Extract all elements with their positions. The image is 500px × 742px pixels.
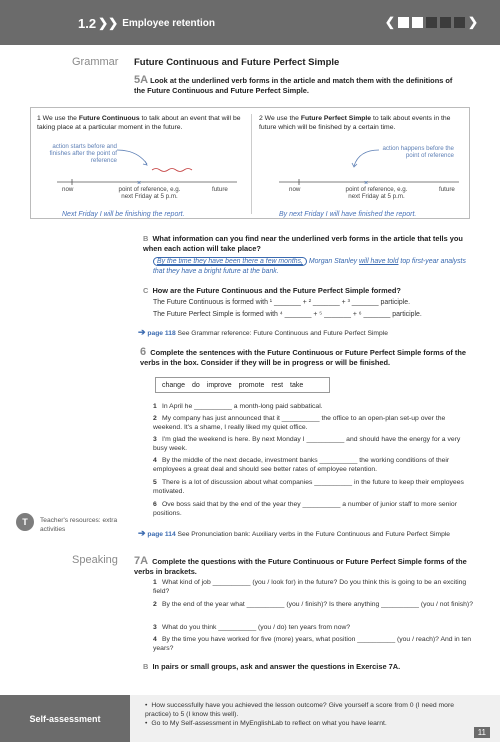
nav-square-2[interactable] <box>412 17 423 28</box>
exercise-5a <box>134 75 464 96</box>
fp-timeline-diagram <box>259 144 464 189</box>
self-assessment-footer <box>0 695 500 742</box>
exercise-6-item: 1 In April he __________ a month-long paid sabbatical. <box>153 403 323 410</box>
exercise-5a-number: 5A <box>134 74 149 86</box>
fp-definition: 2 We use the Future Perfect Simple to talk about events in the future which will be finished by a certain time. <box>259 115 451 131</box>
exercise-5c-line-2: The Future Perfect Simple is formed with ⁴ _______ + ⁵ _______ + ⁶ _______ participle. <box>153 311 422 318</box>
word: take <box>290 381 304 389</box>
word: change <box>162 381 185 389</box>
chevron-right-icon[interactable]: ❯ <box>467 15 478 29</box>
unit-title: Employee retention <box>122 17 215 29</box>
future-continuous-column <box>37 114 242 218</box>
word: do <box>191 381 200 389</box>
word: promote <box>238 381 265 389</box>
pronunciation-reference-link[interactable]: ➔ page 114 See Pronunciation bank: Auxiliary verbs in the Future Continuous and Future Perfect Simple <box>138 528 451 538</box>
fc-definition: 1 We use the Future Continuous to talk about an event that will be taking place at a particular moment in the future. <box>37 115 241 131</box>
nav-square-3[interactable] <box>426 17 437 28</box>
fc-reference-label: point of reference, e.g. next Friday at 5 p.m. <box>118 186 181 200</box>
fc-now-label: now <box>62 186 74 193</box>
teacher-resources-note: Teacher's resources: extra activities <box>40 517 118 533</box>
grammar-definition-box <box>30 107 470 219</box>
word: rest <box>271 381 284 389</box>
double-chevron-icon: ❯❯ <box>98 16 119 30</box>
svg-text:×: × <box>364 180 369 187</box>
self-assessment-item: • How successfully have you achieved the lesson outcome? Give yourself a score from 0 (I need more practice) to 5 (I know this well). <box>145 701 475 719</box>
fp-reference-label: point of reference, e.g. next Friday at 5 p.m. <box>345 186 408 200</box>
exercise-6-item: 6 Ove boss said that by the end of the year they __________ a number of junior staff to more senior positions. <box>153 501 457 518</box>
fp-example: By next Friday I will have finished the report. <box>279 211 417 218</box>
exercise-7a-item: 4 By the time you have worked for five (more) years, what position __________ (you / reach)? And in ten years? <box>153 636 472 653</box>
exercise-6-item: 4 By the middle of the next decade, investment banks __________ the working conditions of their employees a great deal and should see better rates of employee retention. <box>153 457 450 474</box>
exercise-7b: B In pairs or small groups, ask and answer the questions in Exercise 7A. <box>143 662 401 671</box>
word-box <box>155 377 330 393</box>
arrow-right-icon: ➔ <box>138 327 146 337</box>
exercise-6-item: 3 I'm glad the weekend is here. By next Monday I __________ and should have the energy for a very busy week. <box>153 436 461 453</box>
exercise-5a-instruction: Look at the underlined verb forms in the article and match them with the definitions of the Future Continuous and Future Perfect Simple. <box>134 76 453 95</box>
future-perfect-column <box>259 114 464 218</box>
nav-square-1[interactable] <box>398 17 409 28</box>
self-assessment-list <box>145 701 475 728</box>
self-assessment-label: Self-assessment <box>0 695 130 742</box>
exercise-5c: C How are the Future Continuous and the Future Perfect Simple formed? <box>143 286 401 295</box>
grammar-reference-link[interactable]: ➔ page 118 See Grammar reference: Future Continuous and Future Perfect Simple <box>138 327 388 337</box>
exercise-7a-item: 3 What do you think __________ (you / do) ten years from now? <box>153 624 351 631</box>
arrow-right-icon: ➔ <box>138 528 146 538</box>
box-divider <box>251 114 252 214</box>
self-assessment-item: • Go to My Self-assessment in MyEnglishLab to reflect on what you have learnt. <box>145 719 475 728</box>
grammar-title: Future Continuous and Future Perfect Simple <box>134 57 340 68</box>
exercise-7a-item: 1 What kind of job __________ (you / look for) in the future? Do you think this is going to be an exciting field? <box>153 579 467 596</box>
word: improve <box>206 381 232 389</box>
exercise-6: 6 Complete the sentences with the Future Continuous or Future Perfect Simple forms of the verbs in the box. Consider if they will be in progress or will be finished. <box>140 346 467 367</box>
fc-action-note: action starts before and finishes after the point of reference <box>49 143 117 164</box>
exercise-6-item: 2 My company has just announced that it __________ the office to an open-plan set-up over the weekend. It's a shame, I really liked my quiet office. <box>153 415 446 432</box>
chevron-left-icon[interactable]: ❮ <box>384 15 395 29</box>
teacher-resources-icon: T <box>16 513 34 531</box>
nav-square-5[interactable] <box>454 17 465 28</box>
page-number: 11 <box>474 727 490 738</box>
fp-now-label: now <box>289 186 301 193</box>
nav-square-4[interactable] <box>440 17 451 28</box>
fc-example: Next Friday I will be finishing the report. <box>62 211 185 218</box>
exercise-5b <box>143 234 473 254</box>
svg-text:×: × <box>137 180 142 187</box>
fp-action-note: action happens before the point of reference <box>382 145 454 159</box>
fp-future-label: future <box>439 186 455 193</box>
grammar-label: Grammar <box>72 56 119 68</box>
exercise-5b-example: By the time they have been there a few months, Morgan Stanley will have told top first-year analysts that they have a bright future at the bank. <box>153 258 466 275</box>
exercise-5b-letter: B <box>143 234 149 243</box>
example-circled-phrase: By the time they have been there a few months, <box>153 257 307 266</box>
unit-header <box>0 0 500 45</box>
speaking-label: Speaking <box>72 554 118 566</box>
fc-timeline-diagram <box>37 144 242 189</box>
fc-future-label: future <box>212 186 228 193</box>
unit-number: 1.2 <box>78 15 97 31</box>
exercise-6-item: 5 There is a lot of discussion about what companies __________ in the future to keep their employees motivated. <box>153 479 464 496</box>
exercise-7a: 7A Complete the questions with the Future Continuous or Future Perfect Simple forms of the verbs in brackets. <box>134 555 467 576</box>
exercise-5c-line-1: The Future Continuous is formed with ¹ _______ + ² _______ + ³ _______ participle. <box>153 299 411 306</box>
exercise-5b-instruction: What information can you find near the underlined verb forms in the article that tells you when each action will take place? <box>143 234 463 253</box>
unit-navigation <box>385 15 478 29</box>
exercise-7a-item: 2 By the end of the year what __________ (you / finish)? Is there anything __________ (you / not finish)? <box>153 601 473 608</box>
